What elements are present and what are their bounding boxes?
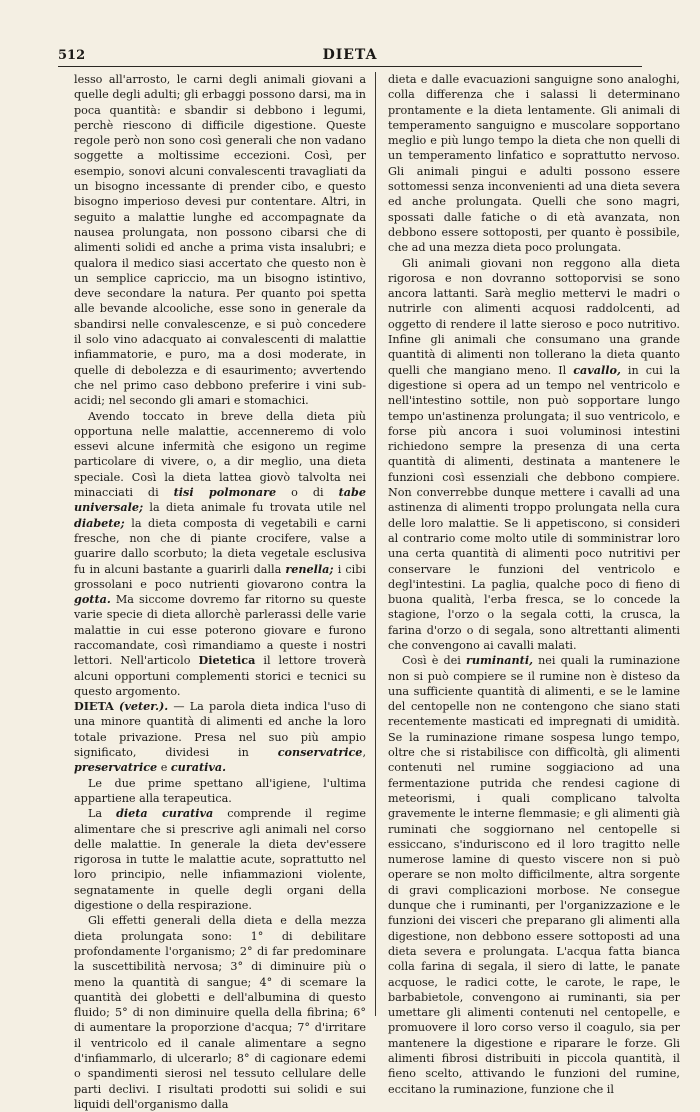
term: renella; xyxy=(285,561,334,576)
text: comprende il regime alimentare che si prescrive agli animali nel corso delle malattie. In generale la dieta dev'essere rigorosa in tutte le malattie acute, soprattutto nel loro principio, nelle infiammazioni violente, segnatamente in quelle degli organi della digestione o della respirazione. xyxy=(74,807,367,913)
text: la dieta animale fu trovata utile nel xyxy=(143,501,366,515)
text: Così è dei xyxy=(402,654,467,668)
text: Ma siccome dovremo far ritorno su queste varie specie di dieta allorchè parlerassi delle varie malattie in cui esse poterono giovare e furono raccomandate, così rimandiamo a queste i nostri lettori. Nell'articolo xyxy=(74,593,366,668)
cross-reference: Dietetica xyxy=(198,653,256,668)
entry-qualifier: (veter.). xyxy=(119,699,169,714)
text: nei quali la ruminazione non si può compiere se il rumine non è disteso da una sufficiente quantità di alimenti, e se le lamine del centopelle non ne contengono che siano stati recentemente masticati ed impregnati di umidità. Se la ruminazione rimane sospesa lungo tempo, oltre che si ristabilisce con difficoltà, gli alimenti contenuti nel rumine soggiaciono ad una fermentazione putrida che rendesi cagione di meteorismi, i quali complicano talvolta gravemente le interne flemmasie; e gli alimenti già ruminati che soggiornano nel centopelle si essiccano, s'induriscono ed il loro tragitto nelle numerose lamine di questo viscere non si può operare se non molto difficilmente, altra sorgente di gravi complicazioni morbose. Ne consegue dunque che i ruminanti, per l'organizzazione e le funzioni dei visceri che preparano gli alimenti alla digestione, non debbono essere sottoposti ad una dieta severa e prolungata. L'acqua fatta bianca colla farina di segala, il siero di latte, le panate acquose, le radici cotte, le carote, le rape, le barbabietole, convengono ai ruminanti, sia per umettare gli alimenti contenuti nel centopelle, e promuovere il loro corso verso il coagulo, sia per mantenere la digestione e riparare le forze. Gli alimenti fibrosi distribuiti in piccola quantità, il fieno scelto, attivando le funzioni del rumine, eccitano la ruminazione, funzione che il xyxy=(388,654,681,1096)
page-number: 512 xyxy=(58,47,86,63)
paragraph xyxy=(388,72,680,256)
paragraph xyxy=(388,256,680,654)
term: conservatrice xyxy=(277,745,363,760)
term: tisi polmonare xyxy=(173,485,277,500)
column-divider xyxy=(375,72,376,1016)
paragraph xyxy=(74,409,366,700)
term: diabete; xyxy=(74,515,125,530)
text: in cui la digestione si opera ad un tempo nel ventricolo e nell'intestino sottile, non può sopportare lungo tempo un'astinenza prolungata; il suo ventricolo, e forse più ancora i suoi voluminosi intestini richiedono sempre la presenza di una certa quantità di alimenti, destinata a mantenere le funzioni così essenziali che debbono compiere. Non converrebbe dunque mettere i cavalli ad una astinenza di alimenti troppo prolungata nella cura delle loro malattie. Se li appetiscono, si consideri al contrario come molto utile di somministrar loro una certa quantità di alimenti poco nutritivi per conservare le funzioni del ventricolo e degl'intestini. La paglia, qualche poco di fieno di buona qualità, l'erba fresca, se lo concede la stagione, l'orzo o la segala cotti, la crusca, la farina d'orzo o di segala, sono altrettanti alimenti che convengono ai cavalli malati. xyxy=(388,363,680,652)
term: curativa. xyxy=(170,760,227,775)
paragraph xyxy=(74,72,366,409)
term: cavallo, xyxy=(573,362,621,377)
running-title: DIETA xyxy=(322,47,378,63)
term: ruminanti, xyxy=(466,653,533,668)
text: lesso all'arrosto, le carni degli animali giovani a quelle degli adulti; gli erbaggi possono darsi, ma in poca quantità: e sbandir si debbono i legumi, perchè riescono di difficile digestione. Queste regole però non sono così generali che non vadano soggette a moltissime eccezioni. Così, per esempio, sonovi alcuni convalescenti travagliati da un bisogno incessante di prender cibo, e questo bisogno imperioso devesi pur contentare. Altri, in seguito a malattie lunghe ed accompagnate da nausea prolungata, non possono cibarsi che di alimenti solidi ed anche a prima vista insalubri; e qualora il medico siasi accertato che questo non è un semplice capriccio, ma un bisogno istintivo, deve secondare la natura. Per quanto poi spetta alle bevande alcooliche, esse sono in generale da sbandirsi nelle convalescenze, e si può concedere il solo vino adacquato ai convalescenti di malattie infiammatorie, e puro, ma a dosi moderate, in quelle di debolezza e di esaurimento; avvertendo che nel primo caso debbono preferire i vini sub-acidi; nel secondo gli amari e stomachici. xyxy=(74,73,366,408)
text: , xyxy=(362,746,366,760)
paragraph xyxy=(74,806,366,913)
text: e xyxy=(157,761,171,775)
paragraph xyxy=(74,913,366,1112)
text: la dieta composta di vegetabili e carni fresche, non che di piante crocifere, valse a guarire dallo scorbuto; la dieta vegetale esclusiva fu in alcuni bastante a guarirli dalla xyxy=(74,516,366,576)
right-column xyxy=(388,72,681,1096)
text: o di xyxy=(276,486,339,500)
entry-paragraph xyxy=(74,699,366,775)
term: preservatrice xyxy=(74,760,158,775)
text: — La parola dieta indica l'uso di una minore quantità di alimenti ed anche la loro totale privazione. Presa nel suo più ampio significato, dividesi in xyxy=(74,700,366,760)
paragraph xyxy=(74,776,366,807)
text: Le due prime spettano all'igiene, l'ultima appartiene alla terapeutica. xyxy=(74,776,366,805)
text: Gli animali giovani non reggono alla dieta rigorosa e non dovranno sottoporvisi se sono ancora lattanti. Sarà meglio mettervi le madri o nutrirle con alimenti acquosi raddolcenti, ad oggetto di rendere il latte sieroso e poco nutritivo. Infine gli animali che consumano una grande quantità di alimenti non tollerano la dieta quanto quelli che mangiano meno. Il xyxy=(388,256,680,377)
page-header xyxy=(58,44,642,67)
term: dieta curativa xyxy=(116,806,214,821)
term: tabe universale; xyxy=(74,485,366,515)
text: i cibi grossolani e poco nutrienti giovarono contra la xyxy=(74,562,366,591)
text: Gli effetti generali della dieta e della mezza dieta prolungata sono: 1° di debilitare profondamente l'organismo; 2° di far predominare la suscettibilità nervosa; 3° di diminuire più o meno la quantità di sangue; 4° di scemare la quantità dei globetti e dell'albumina di questo fluido; 5° di non diminuire quella della fibrina; 6° di aumentare la proporzione d'acqua; 7° d'irritare il ventricolo ed il canale alimentare a segno d'infiammarlo, di ulcerarlo; 8° di cagionare edemi o spandimenti sierosi nel tessuto cellulare delle parti declivi. I risultati prodotti sui solidi e sui liquidi dell'organismo dalla xyxy=(74,914,366,1111)
text-columns xyxy=(74,72,681,1111)
text: il lettore troverà alcuni opportuni complementi storici e tecnici su questo argomento. xyxy=(74,654,366,698)
text: Avendo toccato in breve della dieta più opportuna nelle malattie, accenneremo di volo essevi alcune infermità che esigono un regime particolare di vivere, o, a dir meglio, una dieta speciale. Così la dieta lattea giovò talvolta nei minacciati di xyxy=(74,409,366,500)
text: La xyxy=(88,807,117,821)
paragraph xyxy=(388,653,680,1097)
left-column xyxy=(74,72,367,1111)
term: gotta. xyxy=(74,592,111,607)
entry-heading: DIETA xyxy=(74,699,114,714)
text: dieta e dalle evacuazioni sanguigne sono analoghi, colla differenza che i salassi li determinano prontamente e la dieta lentamente. Gli animali di temperamento sanguigno e muscolare sopportano meglio e più lungo tempo la dieta che non quelli di un temperamento linfatico e soprattutto nervoso. Gli animali pingui e adulti possono essere sottomessi senza inconvenienti ad una dieta severa ed anche prolungata. Quelli che sono magri, spossati dalle fatiche o di età avanzata, non debbono essere sottoposti, per quanto è possibile, che ad una mezza dieta poco prolungata. xyxy=(388,73,680,255)
